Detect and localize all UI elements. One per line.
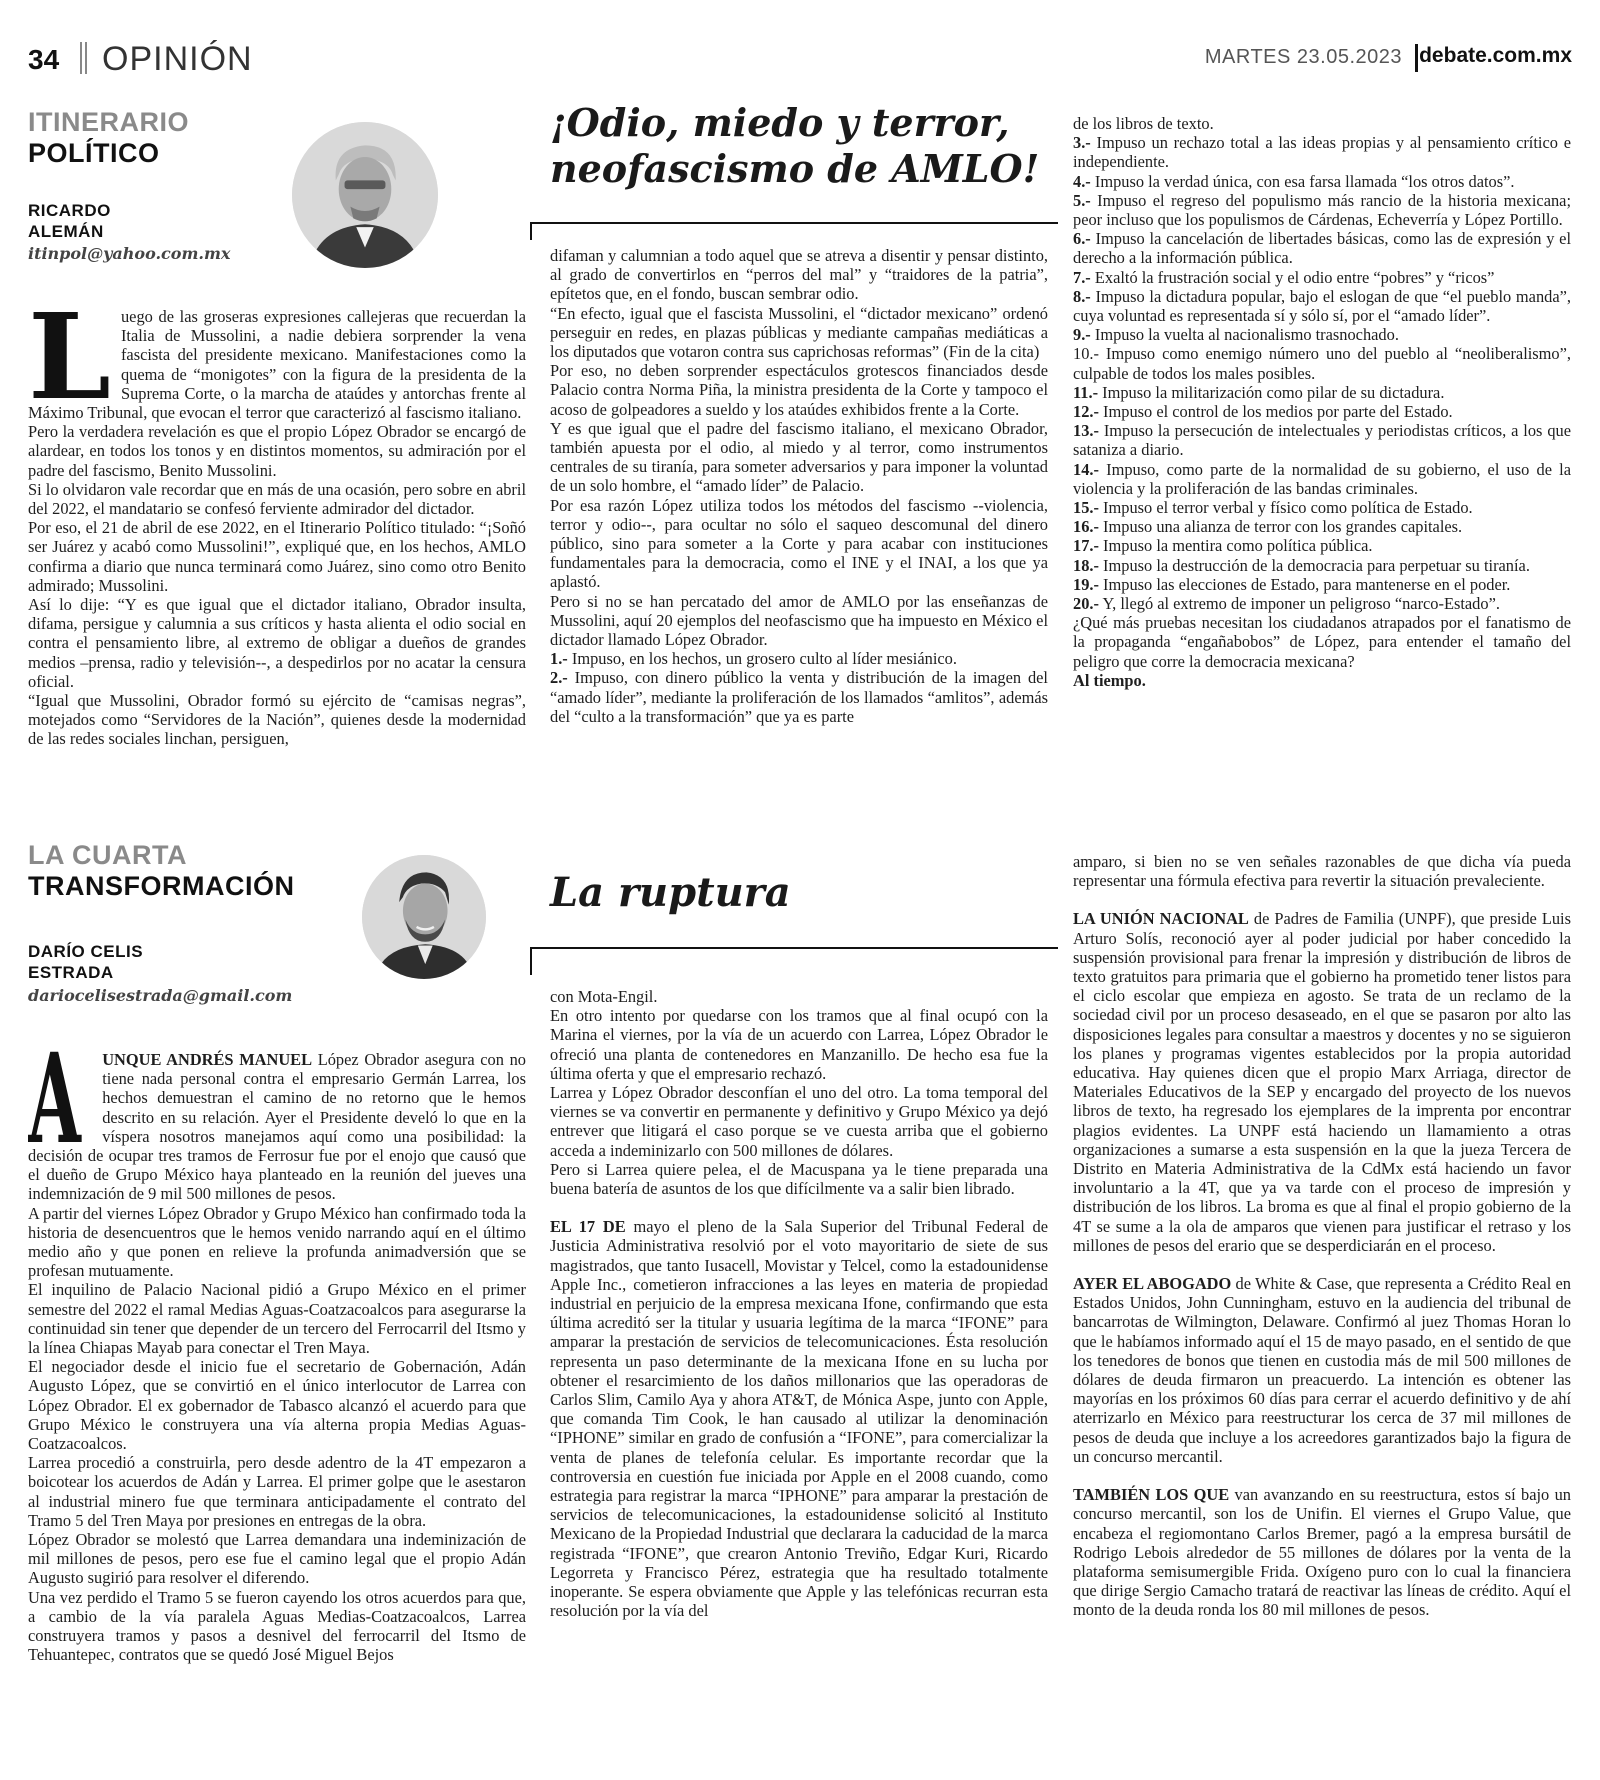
- lead-in: LA UNIÓN NACIONAL: [1073, 909, 1249, 929]
- author-name-line: RICARDO: [28, 201, 111, 220]
- list-item: [1073, 460, 1571, 498]
- item-number: 7.-: [1073, 267, 1091, 287]
- signoff: Al tiempo.: [1073, 670, 1146, 690]
- paragraph: [1073, 1485, 1571, 1619]
- item-number: 13.-: [1073, 421, 1099, 441]
- article-column: [28, 307, 526, 790]
- list-item: [1073, 517, 1571, 536]
- lead-in: TAMBIÉN LOS QUE: [1073, 1485, 1230, 1505]
- paragraph-text: de White & Case, que representa a Crédito Real en Estados Unidos, John Cunningham, estuvo en la audiencia del tribunal de bancarrotas de Wilmington, Delaware. Confirmó al juez Thomas Horan lo que le habíamos informado aquí el 15 de mayo pasado, en el sentido de que los tenedores de bonos que tienen en custodia más de mil 500 millones de dólares de deuda firmaron un preacuerdo. La intención es obtener las mayorías en los próximos 60 días para cerrar el acuerdo definitivo y de ahí aterrizarlo en México para reestructurar los cerca de 37 mil millones de pesos de deuda que incluye a los acreedores garantizados bajo la figura de un concurso mercantil.: [1073, 1274, 1571, 1466]
- paragraph: En otro intento por quedarse con los tramos que al final ocupó con la Marina el viernes, por la vía de un acuerdo con Larrea, López Obrador le ofreció una planta de contenedores en Manzanillo. De hecho esa fue la última oferta y que el empresario rechazó.: [550, 1006, 1048, 1083]
- item-number: 14.-: [1073, 459, 1099, 479]
- paragraph: ¿Qué más pruebas necesitan los ciudadanos atrapados por el fanatismo de la propaganda “engañabobos” de López, para entender el tamaño del peligro que corre la democracia mexicana?: [1073, 613, 1571, 671]
- author-name-line: ESTRADA: [28, 963, 114, 982]
- list-item: [1073, 344, 1571, 382]
- item-number: 4.-: [1073, 171, 1091, 191]
- paragraph: Pero si no se han percatado del amor de AMLO por las enseñanzas de Mussolini, aquí 20 ejemplos del neofascismo que ha impuesto en México el dictador llamado López Obrador.: [550, 591, 1048, 650]
- item-text: Impuso la cancelación de libertades básicas, como las de expresión y el derecho a la información pública.: [1073, 229, 1571, 268]
- list-item: [1073, 191, 1571, 229]
- item-number: 15.-: [1073, 498, 1099, 518]
- list-item: [1073, 402, 1571, 421]
- article-column: [1073, 852, 1571, 1760]
- paragraph-text: mayo el pleno de la Sala Superior del Tribunal Federal de Justicia Administrativa resolvió por el voto mayoritario de siete de sus magistrados, que tanto Iusacell, Movistar y Telcel, como la estadounidense Apple Inc., cometieron infracciones a las leyes en materia de propiedad industrial en perjuicio de la empresa mexicana Ifone, confirmando que esta última acreditó ser la titular y usuaria legítima de la marca “IFONE” para amparar la prestación de servicios de telecomunicaciones. Ésta resolución representa un paso determinante de la mexicana Ifone en su lucha por obtener el resarcimiento de los daños millonarios que las operadoras de Carlos Slim, Camilo Aya y ahora AT&T, de Mónica Aspe, junto con Apple, que comanda Tim Cook, le han causado al utilizar la denominación “IPHONE” similar en grado de confusión a “IFONE”, para comercializar la venta de planes de telefonía celular. Es importante recordar que la controversia en cuestión fue iniciada por Apple en el 2008 cuando, como estrategia para registrar la marca “IPHONE” para amparar la prestación de servicios de telecomunicaciones, la estadounidense solicitó al Instituto Mexicano de la Propiedad Industrial que declarara la caducidad de la marca registrada “IFONE”, que crearon Antonio Treviño, Edgar Kuri, Ricardo Legorreta y Francisco Pérez, estrategia que ha resultado totalmente inoperante. Se espera obviamente que Apple y las telefónicas recurran esta resolución por la vía del: [550, 1217, 1048, 1621]
- author-name-line: ALEMÁN: [28, 222, 104, 241]
- column-kicker: LA CUARTA: [28, 840, 187, 870]
- site-link[interactable]: debate.com.mx: [1419, 44, 1572, 67]
- lead-in: UNQUE ANDRÉS MANUEL: [102, 1050, 313, 1069]
- article-column: [28, 1050, 526, 1760]
- author-photo: [362, 855, 486, 979]
- item-text: Impuso el terror verbal y físico como política de Estado.: [1098, 498, 1473, 518]
- paragraph: Por eso, no deben sorprender espectáculos grotescos financiados desde Palacio contra Norma Piña, la ministra presidenta de la Corte y tampoco el acoso de golpeadores a sueldo y los ataúdes exhibidos frente a la Corte.: [550, 361, 1048, 419]
- paragraph: con Mota-Engil.: [550, 987, 658, 1006]
- author-portrait-icon: [292, 122, 438, 268]
- paragraph: López Obrador se molestó que Larrea demandara una indeminización de mil millones de pesos, pero ese fue el camino legal que el propio Adán Augusto sugirió para resolver el diferendo.: [28, 1530, 526, 1588]
- item-number: 8.-: [1073, 286, 1091, 306]
- item-text: Impuso la dictadura popular, bajo el eslogan de que “el pueblo manda”, cuya voluntad es representada sí y sólo sí, por el “amado líder”.: [1073, 286, 1571, 326]
- author-name: [28, 200, 111, 242]
- list-item: [1073, 133, 1571, 171]
- paragraph: El negociador desde el inicio fue el secretario de Gobernación, Adán Augusto López, que se convirtió en el único interlocutor de Larrea con López Obrador. El ex gobernador de Tabasco alcanzó el acuerdo para que Grupo México le construyera una vía alterna propia Medias Aguas-Coatzacoalcos.: [28, 1357, 526, 1454]
- author-photo: [292, 122, 438, 268]
- headline: [550, 100, 1039, 192]
- item-text: Impuso la militarización como pilar de su dictadura.: [1098, 382, 1445, 402]
- item-number: 11.-: [1073, 382, 1099, 402]
- page-number: 34: [28, 44, 60, 75]
- paragraph: uego de las groseras expresiones callejeras que recuerdan la Italia de Mussolini, a nadie debiera sorprender la vena fascista del presidente mexicano. Manifestaciones como la quema de “monigotes” con la figura de la presidenta de la Suprema Corte, o la marcha de ataúdes y antorchas frente al Máximo Tribunal, que evocan el terror que caracterizó al fascismo italiano.: [28, 307, 526, 423]
- paragraph: Por eso, el 21 de abril de ese 2022, en el Itinerario Político titulado: “¡Soñó ser Juárez y acabó como Mussolini!”, expliqué que, en los hechos, AMLO confirma a diario que nunca terminará como Juárez, sino como otro Benito admirado; Mussolini.: [28, 518, 526, 595]
- article-column: [1073, 114, 1571, 800]
- page-header: [28, 40, 1572, 80]
- item-number: 6.-: [1073, 229, 1091, 249]
- list-item: [1073, 498, 1571, 517]
- paragraph: Si lo olvidaron vale recordar que en más de una ocasión, pero sobre en abril del 2022, el mandatario se confesó ferviente admirador del dictador.: [28, 479, 526, 519]
- list-item: [550, 649, 1048, 668]
- item-number: 12.-: [1073, 402, 1099, 422]
- item-number: 20.-: [1073, 594, 1099, 614]
- item-text: Impuso la verdad única, con esa farsa llamada “los otros datos”.: [1090, 171, 1515, 191]
- list-item: [1073, 229, 1571, 267]
- list-item: [1073, 325, 1571, 344]
- author-portrait-icon: [362, 855, 486, 979]
- article-column: [550, 246, 1048, 790]
- item-text: Impuso la persecución de intelectuales y periodistas críticos, a los que sataniza a diario.: [1073, 421, 1571, 460]
- column-name: POLÍTICO: [28, 138, 160, 168]
- paragraph: [28, 1050, 526, 1204]
- item-text: Impuso la destrucción de la democracia para perpetuar su tiranía.: [1098, 555, 1530, 575]
- column-name: TRANSFORMACIÓN: [28, 871, 295, 901]
- paragraph-text: López Obrador asegura con no tiene nada personal contra el empresario Germán Larrea, los hechos demuestran el camino de no retorno que le hemos descrito en su relación. Ayer el Presidente develó lo que en la víspera nosotros manejamos aquí como una posibilidad: la decisión de ocupar tres tramos de Ferrosur fue por el enojo que causó que el dueño de Grupo México haya planteado en la reunión del jueves una indemnización de 9 mil 500 millones de pesos.: [28, 1050, 526, 1204]
- list-item: [1073, 536, 1571, 555]
- headline-frame: [530, 222, 532, 240]
- lead-in: AYER EL ABOGADO: [1073, 1274, 1232, 1294]
- list-item: [1073, 268, 1571, 287]
- item-text: Impuso el regreso del populismo más rancio de la historia mexicana; peor incluso que los populismos de Cárdenas, Echeverría y López Portillo.: [1073, 190, 1571, 230]
- headline-frame: [530, 947, 532, 975]
- list-item: [1073, 575, 1571, 594]
- paragraph: A partir del viernes López Obrador y Grupo México han confirmado toda la historia de desencuentros que le hemos venido narrando aquí en el último medio año y que ponen en relieve la profunda animadversión que se profesan mutuamente.: [28, 1203, 526, 1281]
- list-item: [550, 668, 1048, 726]
- paragraph: de los libros de texto.: [1073, 114, 1214, 133]
- item-number: 2.-: [550, 668, 568, 688]
- header-separator: [1415, 44, 1418, 72]
- item-text: Impuso la mentira como política pública.: [1098, 536, 1373, 556]
- paragraph: “Igual que Mussolini, Obrador formó su ejército de “camisas negras”, motejados como “Servidores de la Nación”, quienes desde la modernidad de las redes sociales linchan, persiguen,: [28, 691, 526, 749]
- item-number: 18.-: [1073, 555, 1099, 575]
- item-number: 5.-: [1073, 190, 1091, 210]
- headline: La ruptura: [550, 869, 791, 916]
- paragraph: Pero la verdadera revelación es que el propio López Obrador se encargó de alardear, en todos los tonos y en distintos momentos, su admiración por el padre del fascismo, Benito Mussolini.: [28, 422, 526, 480]
- paragraph: Así lo dije: “Y es que igual que el dictador italiano, Obrador insulta, difama, persigue y calumnia a sus críticos y hasta alienta el odio social en contra el pensamiento libre, al extremo de obligar a dueños de grandes medios –prensa, radio y televisión--, a despedirlos por no acatar la censura oficial.: [28, 595, 526, 691]
- paragraph: Pero si Larrea quiere pelea, el de Macuspana ya le tiene preparada una buena batería de asuntos de los que difícilmente va a salir bien librado.: [550, 1159, 1048, 1199]
- drop-cap: A: [28, 1050, 81, 1172]
- list-item: [1073, 383, 1571, 402]
- headline-line: ¡Odio, miedo y terror,: [550, 100, 1010, 145]
- paragraph: Larrea procedió a construirla, pero desde adentro de la 4T empezaron a boicotear los acuerdos de Adán y Larrea. El primer golpe que le asestaron al industrial minero fue que terminara anticipadamente el contrato del Tramo 5 del Tren Maya por presiones en entregas de la obra.: [28, 1453, 526, 1530]
- item-number: 19.-: [1073, 574, 1099, 594]
- item-text: Impuso las elecciones de Estado, para mantenerse en el poder.: [1098, 574, 1511, 594]
- author-name: [28, 941, 143, 983]
- paragraph: [1073, 1274, 1571, 1466]
- list-item: [1073, 287, 1571, 325]
- paragraph: Por esa razón López utiliza todos los métodos del fascismo --violencia, terror y odio--, para ocultar no sólo el saqueo descomunal del dinero público, sino para someter a la Corte y para acabar con instituciones fundamentales para la democracia, como el INE y el INAI, a los que ya aplastó.: [550, 495, 1048, 592]
- author-email[interactable]: itinpol@yahoo.com.mx: [28, 244, 231, 263]
- item-number: 17.-: [1073, 536, 1099, 556]
- headline-frame: [530, 222, 1058, 224]
- item-text: Exaltó la frustración social y el odio entre “pobres” y “ricos”: [1090, 267, 1495, 287]
- paragraph: Y es que igual que el padre del fascismo italiano, el mexicano Obrador, también apuesta por el odio, al miedo y al terror, como instrumentos centrales de su tiranía, para someter adversarios y para imponer la voluntad de un solo hombre, el “amado líder” de Palacio.: [550, 418, 1048, 496]
- drop-cap: L: [28, 307, 111, 426]
- item-text: Impuso la vuelta al nacionalismo trasnochado.: [1090, 325, 1399, 345]
- item-text: 10.- Impuso como enemigo número uno del pueblo al “neoliberalismo”, culpable de todos los males posibles.: [1073, 344, 1571, 383]
- paragraph: difaman y calumnian a todo aquel que se atreva a disentir y pensar distinto, al grado de convertirlos en “perros del mal” y “traidores de la patria”, epítetos que, en el fondo, buscan sembrar odio.: [550, 246, 1048, 304]
- list-item: [1073, 556, 1571, 575]
- item-text: Y, llegó al extremo de imponer un peligroso “narco-Estado”.: [1098, 594, 1500, 614]
- paragraph: “En efecto, igual que el fascista Mussolini, el “dictador mexicano” ordenó perseguir en redes, en plazas públicas y mediante campañas mediáticas a los diputados que votaron contra sus caprichosas reformas” (Fin de la cita): [550, 303, 1048, 362]
- paragraph: amparo, si bien no se ven señales razonables de que dicha vía pueda representar una fórmula efectiva para revertir la situación prevaleciente.: [1073, 852, 1571, 891]
- item-text: Impuso un rechazo total a las ideas propias y al pensamiento crítico e independiente.: [1073, 133, 1571, 172]
- item-text: Impuso, en los hechos, un grosero culto al líder mesiánico.: [567, 649, 957, 669]
- list-item: [1073, 594, 1571, 613]
- item-number: 16.-: [1073, 517, 1099, 537]
- paragraph: El inquilino de Palacio Nacional pidió a Grupo México en el primer semestre del 2022 el ramal Medias Aguas-Coatzacoalcos para asegurarse la continuidad sin tener que depender de un tercero del Ferrocarril del Itsmo y la línea Chiapas Mayab para conectar el Tren Maya.: [28, 1280, 526, 1358]
- article-column: [550, 987, 1048, 1760]
- paragraph-text: de Padres de Familia (UNPF), que preside Luis Arturo Solís, reconoció ayer al poder judicial por haber concedido la suspensión provisional para frenar la impresión y distribución de libros de texto gratuitos para primaria que el gobierno ha prometido tener listos para el ciclo escolar que empieza en agosto. Se trata de un reclamo de la sociedad civil por un proceso desaseado, en el que se pasaron por alto las disposiciones legales para consultar a maestros y docentes y no se siguieron los planes y programas vigentes establecidos por la propia autoridad educativa. Hay quienes dicen que el propio Marx Arriaga, director de Materiales Educativos de la SEP y encargado del proyecto de los nuevos libros de texto, ha regresado los ejemplares de la imprenta por encontrar plagios evidentes. La UNPF está haciendo un llamamiento a otras organizaciones a sumarse a esta suspensión en la que la jueza Tercera de Distrito en Materia Administrativa de la CdMx está haciendo un favor involuntario a la 4T, que ya va tarde con el proceso de impresión y distribución de los libros. La broma es que al final el propio gobierno de la 4T se sume a la ola de amparos que vienen para justificar el retraso y los millones de pesos del erario que se desperdiciarán en el proceso.: [1073, 909, 1571, 1255]
- author-email[interactable]: dariocelisestrada@gmail.com: [28, 986, 293, 1005]
- header-divider: [80, 42, 87, 74]
- paragraph: [1073, 909, 1571, 1255]
- item-number: 1.-: [550, 649, 568, 669]
- item-text: Impuso, con dinero público la venta y distribución de la imagen del “amado líder”, mediante la proliferación de los llamados “amlitos”, además del “culto a la transformación” que ya es parte: [550, 668, 1048, 726]
- item-text: Impuso, como parte de la normalidad de su gobierno, el uso de la violencia y la proliferación de las bandas criminales.: [1073, 459, 1571, 498]
- list-item: [1073, 172, 1571, 191]
- author-name-line: DARÍO CELIS: [28, 942, 144, 961]
- item-number: 9.-: [1073, 325, 1091, 345]
- issue-date: MARTES 23.05.2023: [1204, 46, 1402, 68]
- paragraph: Larrea y López Obrador desconfían el uno del otro. La toma temporal del viernes se va convertir en permanente y definitivo y Grupo México ya dejó entrever que litigará el caso porque se ve cuesta arriba que el gobierno acceda a indeminizarlo con 500 millones de dólares.: [550, 1083, 1048, 1160]
- item-text: Impuso una alianza de terror con los grandes capitales.: [1098, 517, 1463, 537]
- paragraph: Una vez perdido el Tramo 5 se fueron cayendo los otros acuerdos para que, a cambio de la vía paralela Aguas Medias-Coatzacoalcos, Larrea construyera tramos y pasos a desnivel del ferrocarril del Itsmo de Tehuantepec, contratos que se quedó José Miguel Bejos: [28, 1587, 526, 1665]
- item-number: 3.-: [1073, 133, 1091, 153]
- section-title: OPINIÓN: [102, 40, 253, 78]
- lead-in: EL 17 DE: [550, 1217, 626, 1237]
- list-item: [1073, 421, 1571, 459]
- column-kicker: ITINERARIO: [28, 107, 190, 137]
- paragraph: [550, 1217, 1048, 1620]
- headline-line: neofascismo de AMLO!: [550, 146, 1040, 191]
- item-text: Impuso el control de los medios por parte del Estado.: [1098, 402, 1453, 422]
- headline-frame: [530, 947, 1058, 949]
- paragraph-text: van avanzando en su reestructura, estos sí bajo un concurso mercantil, son los de Unifin. El viernes el Grupo Value, que encabeza el regiomontano Carlos Bremer, pagó a la empresa bursátil de Rodrigo Lebois alrededor de 55 millones de dólares por la venta de la plataforma semisumergible Frida. Oxígeno puro con lo cual la financiera que dirige Sergio Camacho tratará de reactivar las líneas de crédito. Aquí el monto de la deuda ronda los 80 mil millones de pesos.: [1073, 1485, 1571, 1620]
